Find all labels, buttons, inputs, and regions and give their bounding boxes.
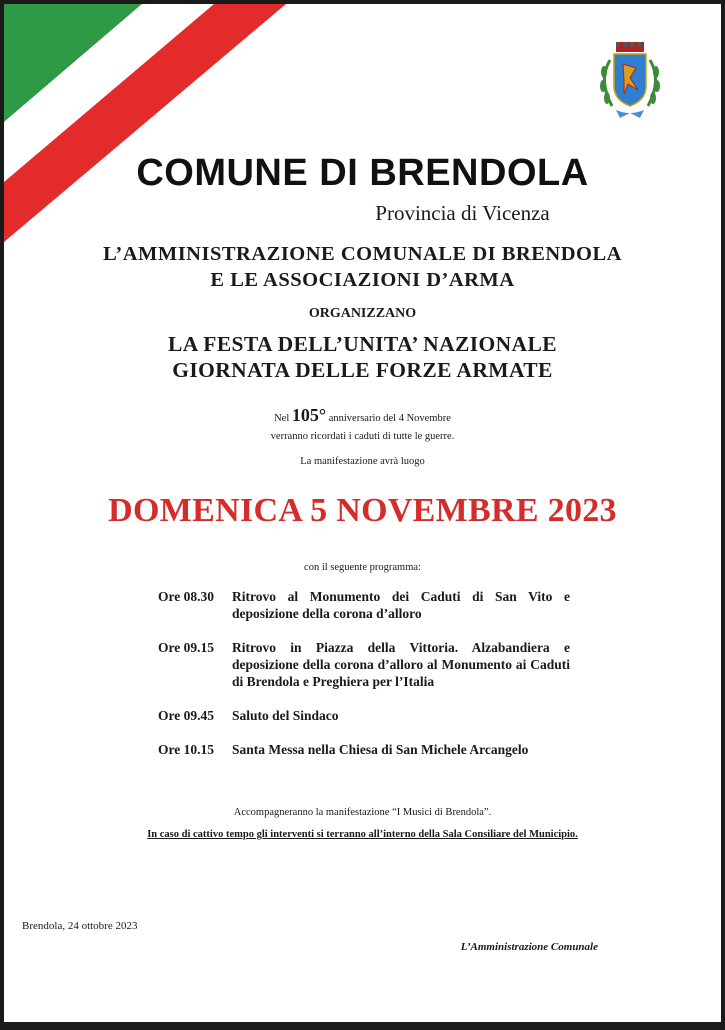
province-subtitle: Provincia di Vicenza <box>375 201 550 225</box>
schedule-desc: Saluto del Sindaco <box>232 708 339 723</box>
schedule-item <box>158 707 578 724</box>
anniversary-line2: verranno ricordati i caduti di tutte le guerre. <box>270 431 455 442</box>
place-date: Brendola, 24 ottobre 2023 <box>22 920 138 932</box>
schedule-desc: Ritrovo al Monumento dei Caduti di San Vito e deposizione della corona d’alloro <box>232 589 570 621</box>
program-intro: con il seguente programma: <box>304 562 421 573</box>
page-title: COMUNE DI BRENDOLA <box>136 152 589 194</box>
location-intro: La manifestazione avrà luogo <box>300 456 425 467</box>
accompaniment-note: Accompagneranno la manifestazione “I Musici di Brendola”. <box>233 807 492 818</box>
bad-weather-note: In caso di cattivo tempo gli interventi si terranno all’interno della Sala Consiliare del Municipio. <box>147 829 578 840</box>
anniversary-text <box>4 406 721 446</box>
anniversary-suffix: anniversario del 4 Novembre <box>328 413 451 424</box>
event-title <box>4 331 721 383</box>
signature: L’Amministrazione Comunale <box>460 941 598 953</box>
anniversary-prefix: Nel <box>274 413 290 424</box>
schedule-item <box>158 639 578 690</box>
organizers-line: L’AMMINISTRAZIONE COMUNALE DI BRENDOLA <box>103 243 622 265</box>
organizers <box>4 241 721 293</box>
event-title-line: GIORNATA DELLE FORZE ARMATE <box>172 358 553 382</box>
organize-label: ORGANIZZANO <box>308 306 417 321</box>
schedule-list <box>158 588 578 775</box>
schedule-item <box>158 588 578 622</box>
coat-of-arms-icon <box>590 40 670 122</box>
event-date: DOMENICA 5 NOVEMBRE 2023 <box>108 492 617 529</box>
schedule-desc: Ritrovo in Piazza della Vittoria. Alzabandiera e deposizione della corona d’alloro al Monumento ai Caduti di Brendola e Preghiera per l’Italia <box>232 640 570 689</box>
organizers-line: E LE ASSOCIAZIONI D’ARMA <box>210 269 515 291</box>
schedule-time: Ore 09.45 <box>158 708 214 723</box>
anniversary-number: 105° <box>291 405 327 425</box>
schedule-time: Ore 10.15 <box>158 742 214 757</box>
event-title-line: LA FESTA DELL’UNITA’ NAZIONALE <box>168 332 557 356</box>
poster <box>4 4 721 1022</box>
schedule-time: Ore 08.30 <box>158 589 214 604</box>
schedule-item <box>158 741 578 758</box>
schedule-desc: Santa Messa nella Chiesa di San Michele Arcangelo <box>232 742 529 757</box>
schedule-time: Ore 09.15 <box>158 640 214 655</box>
